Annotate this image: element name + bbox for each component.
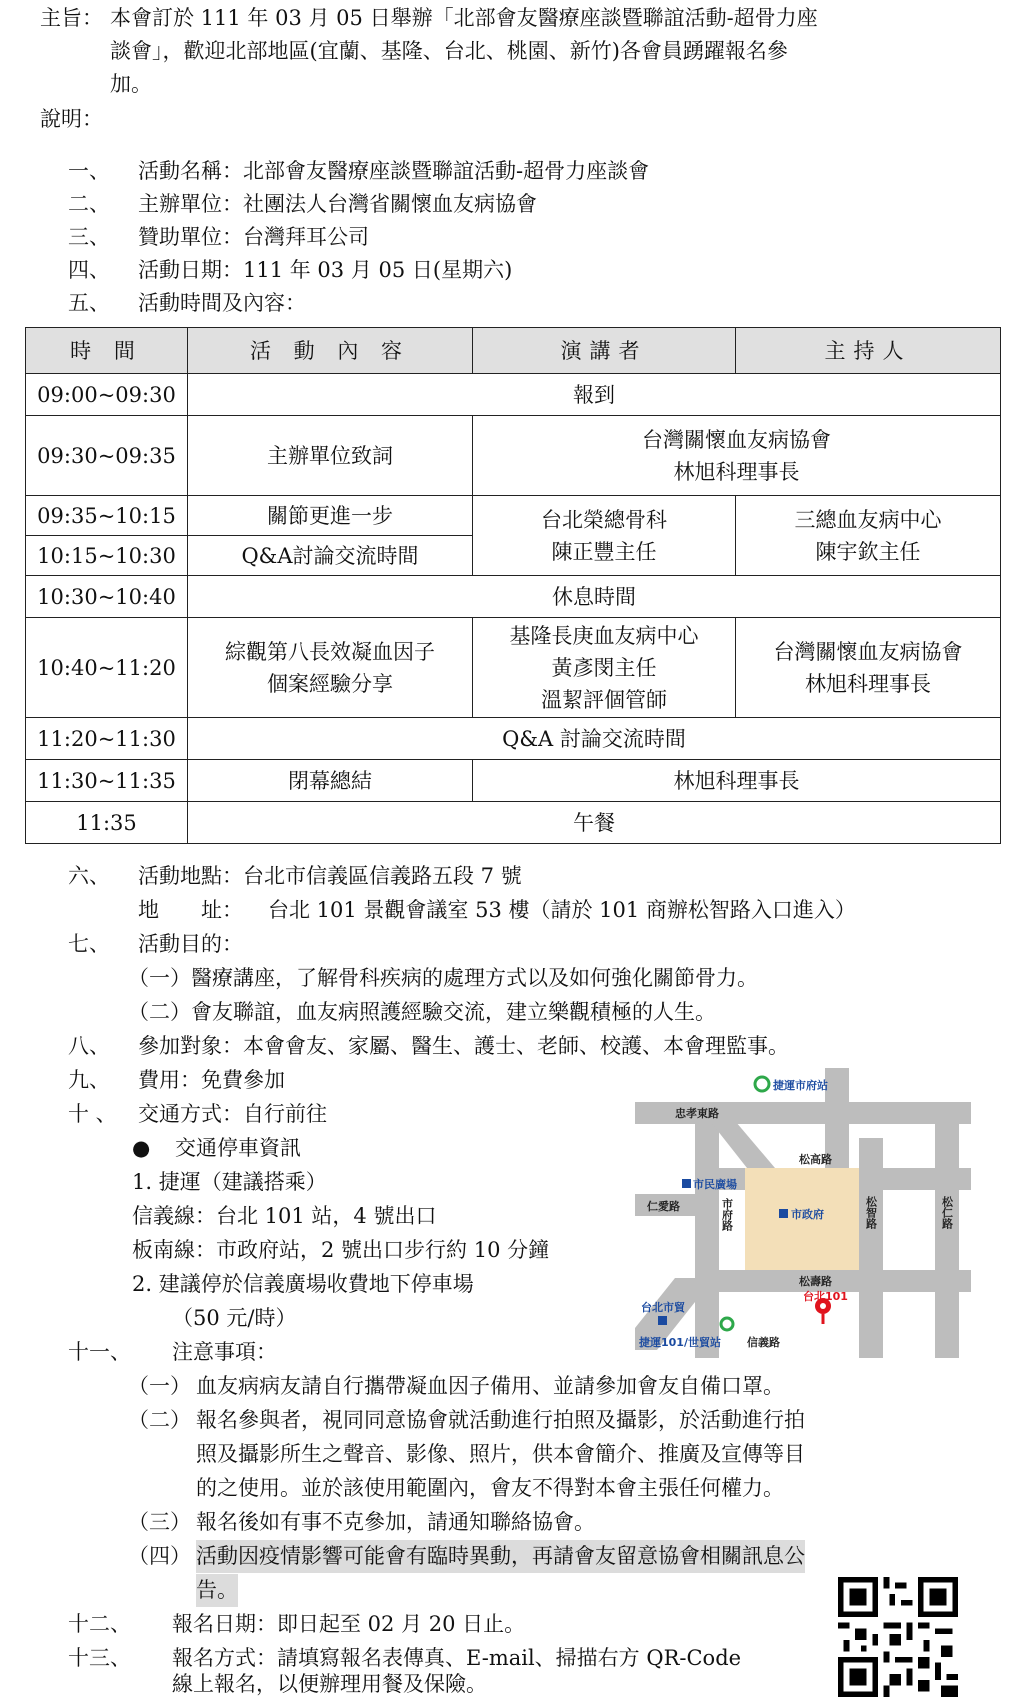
speaker-org: 台北榮總骨科 bbox=[541, 507, 667, 532]
transport-line: 板南線：市政府站，2 號出口步行約 10 分鐘 bbox=[132, 1238, 550, 1262]
header-speaker: 演講者 bbox=[473, 328, 736, 374]
item-num: 十二、 bbox=[68, 1612, 131, 1636]
item-num: 四、 bbox=[68, 258, 110, 282]
cell-person bbox=[473, 416, 1001, 496]
signup-method-line: 線上報名，以便辦理用餐及保險。 bbox=[172, 1672, 487, 1696]
marker-square bbox=[779, 1209, 788, 1218]
address-label: 地 址： bbox=[138, 898, 243, 922]
transport-line: （50 元/時） bbox=[172, 1306, 297, 1330]
bullet: ● bbox=[132, 1136, 151, 1160]
cell-content: 主辦單位致詞 bbox=[188, 416, 473, 496]
map-label-songshou: 松壽路 bbox=[799, 1275, 832, 1288]
transport-line: 1. 捷運（建議搭乘） bbox=[132, 1170, 327, 1194]
map-label-songgao: 松高路 bbox=[799, 1153, 832, 1166]
transport-text: 交通方式：自行前往 bbox=[138, 1102, 327, 1126]
content-line: 個案經驗分享 bbox=[267, 671, 393, 696]
host-name: 林旭科理事長 bbox=[805, 671, 931, 696]
note-label: （一） bbox=[128, 1374, 191, 1398]
note-line: 血友病病友請自行攜帶凝血因子備用、並請參加會友自備口罩。 bbox=[196, 1374, 784, 1398]
map-label-zhongxiao: 忠孝東路 bbox=[675, 1107, 719, 1120]
schedule-table bbox=[25, 327, 1001, 844]
cell-time: 09:35~10:15 bbox=[26, 496, 188, 536]
cell-speaker bbox=[473, 496, 736, 576]
cell-time: 11:20~11:30 bbox=[26, 718, 188, 760]
location-map bbox=[635, 1068, 971, 1358]
purpose-item: （二）會友聯誼，血友病照護經驗交流，建立樂觀積極的人生。 bbox=[128, 1000, 716, 1024]
cell-host bbox=[736, 618, 1001, 718]
map-label-mrt-top: 捷運市府站 bbox=[773, 1079, 828, 1092]
cell-time: 10:40~11:20 bbox=[26, 618, 188, 718]
road bbox=[859, 1138, 883, 1358]
table-row bbox=[26, 374, 1001, 416]
note-line: 報名後如有事不克參加，請通知聯絡協會。 bbox=[196, 1510, 595, 1534]
host-org: 台灣關懷血友病協會 bbox=[773, 639, 963, 664]
cell-time: 09:30~09:35 bbox=[26, 416, 188, 496]
speaker-name: 陳正豐主任 bbox=[551, 539, 657, 564]
subject-line-3: 加。 bbox=[110, 72, 152, 96]
note-line-highlighted: 活動因疫情影響可能會有臨時異動，再請會友留意協會相關訊息公 bbox=[196, 1540, 805, 1573]
cell-host bbox=[736, 496, 1001, 576]
person-org: 台灣關懷血友病協會 bbox=[642, 427, 831, 452]
note-label: （四） bbox=[128, 1544, 191, 1568]
fee-text: 費用：免費參加 bbox=[138, 1068, 285, 1092]
map-label-taipei101: 台北101 bbox=[803, 1290, 848, 1303]
speaker-name: 溫絜評個管師 bbox=[541, 687, 667, 712]
cell-time: 10:15~10:30 bbox=[26, 536, 188, 576]
map-label-citizen: 市民廣場 bbox=[693, 1178, 737, 1191]
table-header-row bbox=[26, 328, 1001, 374]
item-text: 主辦單位：社團法人台灣省關懷血友病協會 bbox=[138, 192, 537, 216]
purpose-title: 活動目的： bbox=[138, 932, 243, 956]
pin-icon-dot bbox=[820, 1303, 826, 1309]
map-label-tradecenter: 台北市貿 bbox=[641, 1301, 685, 1314]
address-text: 台北 101 景觀會議室 53 樓（請於 101 商辦松智路入口進入） bbox=[268, 898, 856, 922]
marker-square bbox=[658, 1316, 667, 1325]
participants-text: 參加對象：本會會友、家屬、醫生、護士、老師、校護、本會理監事。 bbox=[138, 1034, 789, 1058]
map-label-cityhall: 市政府 bbox=[791, 1208, 824, 1221]
map-label-songren: 松仁路 bbox=[940, 1196, 954, 1229]
map-label-renai: 仁愛路 bbox=[647, 1200, 680, 1213]
cell-content: 關節更進一步 bbox=[188, 496, 473, 536]
cell-content: 休息時間 bbox=[188, 576, 1001, 618]
note-line-highlighted: 告。 bbox=[196, 1574, 238, 1607]
explain-label: 說明： bbox=[40, 107, 103, 131]
host-org: 三總血友病中心 bbox=[794, 507, 942, 532]
cell-time: 09:00~09:30 bbox=[26, 374, 188, 416]
qr-code-icon[interactable] bbox=[838, 1577, 958, 1697]
host-name: 陳宇欽主任 bbox=[815, 539, 921, 564]
cell-speaker bbox=[473, 618, 736, 718]
speaker-org: 基隆長庚血友病中心 bbox=[509, 623, 699, 648]
signup-method-line: 報名方式：請填寫報名表傳真、E-mail、掃描右方 QR-Code bbox=[172, 1646, 742, 1670]
item-num: 六、 bbox=[68, 864, 110, 888]
table-row bbox=[26, 416, 1001, 496]
note-line: 的之使用。並於該使用範圍內，會友不得對本會主張任何權力。 bbox=[196, 1476, 784, 1500]
map-label-mrt-bottom: 捷運101/世貿站 bbox=[639, 1336, 721, 1349]
map-label-xinyi: 信義路 bbox=[747, 1336, 780, 1349]
item-num: 十一、 bbox=[68, 1340, 131, 1364]
map-label-shifu: 市府路 bbox=[720, 1198, 734, 1231]
item-num: 十三、 bbox=[68, 1646, 131, 1670]
item-text: 贊助單位：台灣拜耳公司 bbox=[138, 225, 369, 249]
table-row bbox=[26, 618, 1001, 718]
subject-line-1: 本會訂於 111 年 03 月 05 日舉辦「北部會友醫療座談暨聯誼活動-超骨力座 bbox=[110, 6, 818, 30]
table-row bbox=[26, 802, 1001, 844]
cell-content: Q&A討論交流時間 bbox=[188, 536, 473, 576]
purpose-item: （一）醫療講座，了解骨科疾病的處理方式以及如何強化關節骨力。 bbox=[128, 966, 758, 990]
road bbox=[935, 1102, 959, 1358]
cell-time: 10:30~10:40 bbox=[26, 576, 188, 618]
marker-square bbox=[682, 1179, 691, 1188]
cell-content: Q&A 討論交流時間 bbox=[188, 718, 1001, 760]
note-label: （三） bbox=[128, 1510, 191, 1534]
item-num: 八、 bbox=[68, 1034, 110, 1058]
person-name: 林旭科理事長 bbox=[673, 459, 800, 484]
road bbox=[695, 1102, 719, 1358]
header-host: 主持人 bbox=[736, 328, 1001, 374]
transport-bullet-text: 交通停車資訊 bbox=[175, 1136, 301, 1160]
item-num: 五、 bbox=[68, 291, 110, 315]
item-text: 活動日期：111 年 03 月 05 日(星期六) bbox=[138, 258, 513, 282]
subject-label: 主旨： bbox=[40, 6, 103, 30]
item-num: 三、 bbox=[68, 225, 110, 249]
speaker-name: 黃彥閔主任 bbox=[551, 655, 657, 680]
item-num: 二、 bbox=[68, 192, 110, 216]
subject-line-2: 談會」，歡迎北部地區(宜蘭、基隆、台北、桃園、新竹)各會員踴躍報名參 bbox=[110, 39, 788, 63]
signup-date-text: 報名日期：即日起至 02 月 20 日止。 bbox=[172, 1612, 526, 1636]
location-text: 活動地點：台北市信義區信義路五段 7 號 bbox=[138, 864, 522, 888]
table-row bbox=[26, 576, 1001, 618]
item-num: 九、 bbox=[68, 1068, 110, 1092]
cell-time: 11:30~11:35 bbox=[26, 760, 188, 802]
cell-content: 午餐 bbox=[188, 802, 1001, 844]
table-row bbox=[26, 496, 1001, 536]
header-content: 活 動 內 容 bbox=[188, 328, 473, 374]
item-num: 一、 bbox=[68, 159, 110, 183]
notes-title: 注意事項： bbox=[172, 1340, 277, 1364]
cell-content: 報到 bbox=[188, 374, 1001, 416]
cell-person: 林旭科理事長 bbox=[473, 760, 1001, 802]
table-row bbox=[26, 718, 1001, 760]
transport-line: 信義線：台北 101 站，4 號出口 bbox=[132, 1204, 437, 1228]
note-label: （二） bbox=[128, 1408, 191, 1432]
item-num: 十 、 bbox=[68, 1102, 117, 1126]
note-line: 照及攝影所生之聲音、影像、照片，供本會簡介、推廣及宣傳等目 bbox=[196, 1442, 805, 1466]
note-line: 報名參與者，視同同意協會就活動進行拍照及攝影，於活動進行拍 bbox=[196, 1408, 805, 1432]
cell-time: 11:35 bbox=[26, 802, 188, 844]
content-line: 綜觀第八長效凝血因子 bbox=[225, 639, 435, 664]
header-time: 時 間 bbox=[26, 328, 188, 374]
road bbox=[719, 1270, 971, 1292]
item-text: 活動名稱：北部會友醫療座談暨聯誼活動-超骨力座談會 bbox=[138, 159, 650, 183]
transport-line: 2. 建議停於信義廣場收費地下停車場 bbox=[132, 1272, 474, 1296]
cell-content bbox=[188, 618, 473, 718]
cell-content: 閉幕總結 bbox=[188, 760, 473, 802]
item-num: 七、 bbox=[68, 932, 110, 956]
map-label-songzhi: 松智路 bbox=[864, 1196, 878, 1229]
table-row bbox=[26, 760, 1001, 802]
item-text: 活動時間及內容： bbox=[138, 291, 306, 315]
